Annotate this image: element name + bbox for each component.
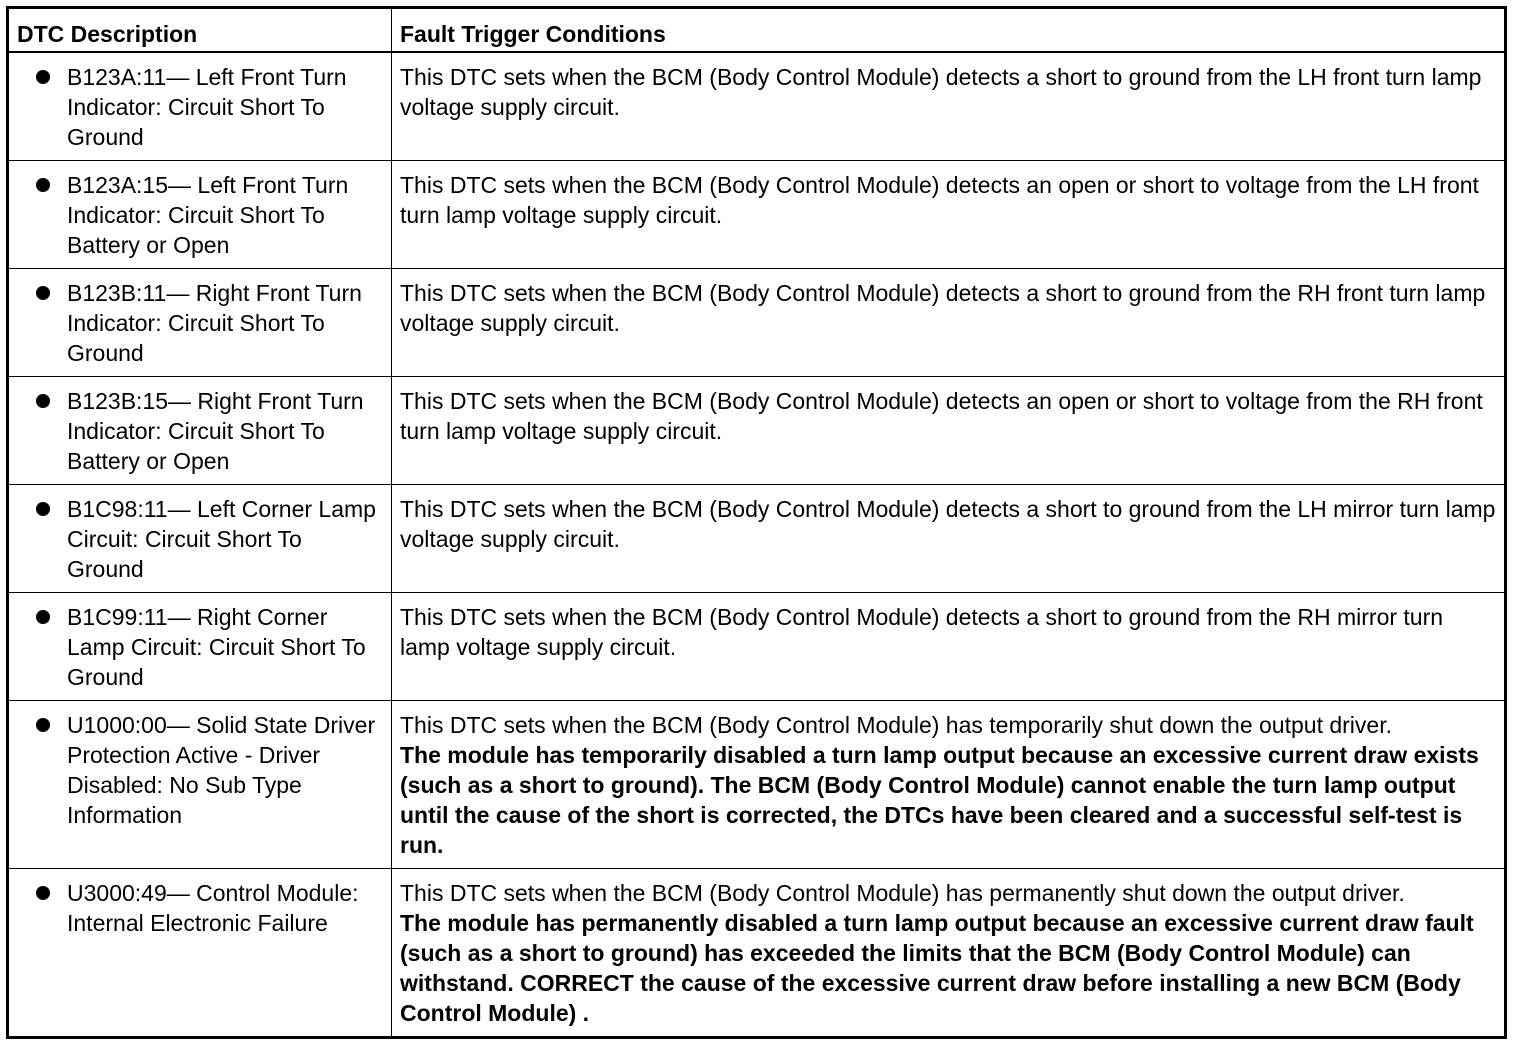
- bullet-icon: [9, 710, 67, 740]
- bullet-icon: [9, 170, 67, 200]
- fault-trigger-cell: [392, 376, 1506, 484]
- bullet-item: [9, 710, 383, 830]
- fault-trigger-bold-text: The module has permanently disabled a turn lamp output because an excessive current draw fault (such as a short to ground) has exceeded the limits that the BCM (Body Control Module) can withstand. CORRECT the cause of the excessive current draw before installing a new BCM (Body Control Module) .: [400, 909, 1474, 1026]
- dtc-description-cell: [8, 868, 392, 1037]
- table-row: [8, 868, 1506, 1037]
- table-row: [8, 484, 1506, 592]
- bullet-item: [9, 170, 383, 260]
- table-row: [8, 52, 1506, 161]
- dtc-description-cell: [8, 52, 392, 161]
- fault-trigger-text: This DTC sets when the BCM (Body Control Module) has temporarily shut down the output driver.: [400, 711, 1392, 738]
- table-row: [8, 592, 1506, 700]
- fault-trigger-text: This DTC sets when the BCM (Body Control Module) detects a short to ground from the RH front turn lamp voltage supply circuit.: [400, 279, 1486, 336]
- header-dtc-description: DTC Description: [8, 8, 392, 52]
- fault-trigger-cell: [392, 160, 1506, 268]
- table-row: [8, 160, 1506, 268]
- fault-trigger-cell: [392, 484, 1506, 592]
- dtc-description-cell: [8, 268, 392, 376]
- fault-trigger-cell: [392, 52, 1506, 161]
- bullet-item: [9, 602, 383, 692]
- table-row: [8, 268, 1506, 376]
- fault-trigger-bold-text: The module has temporarily disabled a turn lamp output because an excessive current draw exists (such as a short to ground). The BCM (Body Control Module) cannot enable the turn lamp output until the cause of the short is corrected, the DTCs have been cleared and a successful self-test is run.: [400, 741, 1479, 858]
- dtc-description-text: B1C98:11— Left Corner Lamp Circuit: Circuit Short To Ground: [67, 495, 376, 582]
- bullet-item: [9, 386, 383, 476]
- dtc-description-cell: [8, 592, 392, 700]
- bullet-item: [9, 494, 383, 584]
- bullet-icon: [9, 878, 67, 908]
- dtc-description-text: B1C99:11— Right Corner Lamp Circuit: Circuit Short To Ground: [67, 603, 366, 690]
- bullet-icon: [9, 62, 67, 92]
- header-fault-trigger-conditions: Fault Trigger Conditions: [392, 8, 1506, 52]
- table-row: [8, 700, 1506, 868]
- table-header: [8, 8, 1506, 52]
- bullet-icon: [9, 494, 67, 524]
- dtc-description-cell: [8, 484, 392, 592]
- fault-trigger-text: This DTC sets when the BCM (Body Control Module) detects an open or short to voltage from the LH front turn lamp voltage supply circuit.: [400, 171, 1479, 228]
- dtc-description-text: B123B:15— Right Front Turn Indicator: Circuit Short To Battery or Open: [67, 387, 364, 474]
- fault-trigger-cell: [392, 700, 1506, 868]
- table-row: [8, 376, 1506, 484]
- dtc-description-text: U3000:49— Control Module: Internal Electronic Failure: [67, 879, 359, 936]
- bullet-icon: [9, 386, 67, 416]
- dtc-description-cell: [8, 376, 392, 484]
- table-body: [8, 52, 1506, 1038]
- bullet-icon: [9, 278, 67, 308]
- bullet-item: [9, 878, 383, 938]
- dtc-description-text: B123B:11— Right Front Turn Indicator: Circuit Short To Ground: [67, 279, 362, 366]
- dtc-description-text: B123A:11— Left Front Turn Indicator: Circuit Short To Ground: [67, 63, 347, 150]
- fault-trigger-text: This DTC sets when the BCM (Body Control Module) has permanently shut down the output driver.: [400, 879, 1405, 906]
- dtc-description-text: B123A:15— Left Front Turn Indicator: Circuit Short To Battery or Open: [67, 171, 349, 258]
- fault-trigger-text: This DTC sets when the BCM (Body Control Module) detects a short to ground from the LH mirror turn lamp voltage supply circuit.: [400, 495, 1496, 552]
- bullet-icon: [9, 602, 67, 632]
- dtc-description-text: U1000:00— Solid State Driver Protection Active - Driver Disabled: No Sub Type Information: [67, 711, 376, 828]
- bullet-item: [9, 278, 383, 368]
- fault-trigger-text: This DTC sets when the BCM (Body Control Module) detects a short to ground from the LH front turn lamp voltage supply circuit.: [400, 63, 1482, 120]
- fault-trigger-cell: [392, 868, 1506, 1037]
- fault-trigger-cell: [392, 268, 1506, 376]
- fault-trigger-cell: [392, 592, 1506, 700]
- bullet-item: [9, 62, 383, 152]
- fault-trigger-text: This DTC sets when the BCM (Body Control Module) detects a short to ground from the RH mirror turn lamp voltage supply circuit.: [400, 603, 1444, 660]
- fault-trigger-text: This DTC sets when the BCM (Body Control Module) detects an open or short to voltage from the RH front turn lamp voltage supply circuit.: [400, 387, 1483, 444]
- dtc-description-cell: [8, 160, 392, 268]
- dtc-table: [6, 6, 1507, 1039]
- header-row: [8, 8, 1506, 52]
- dtc-description-cell: [8, 700, 392, 868]
